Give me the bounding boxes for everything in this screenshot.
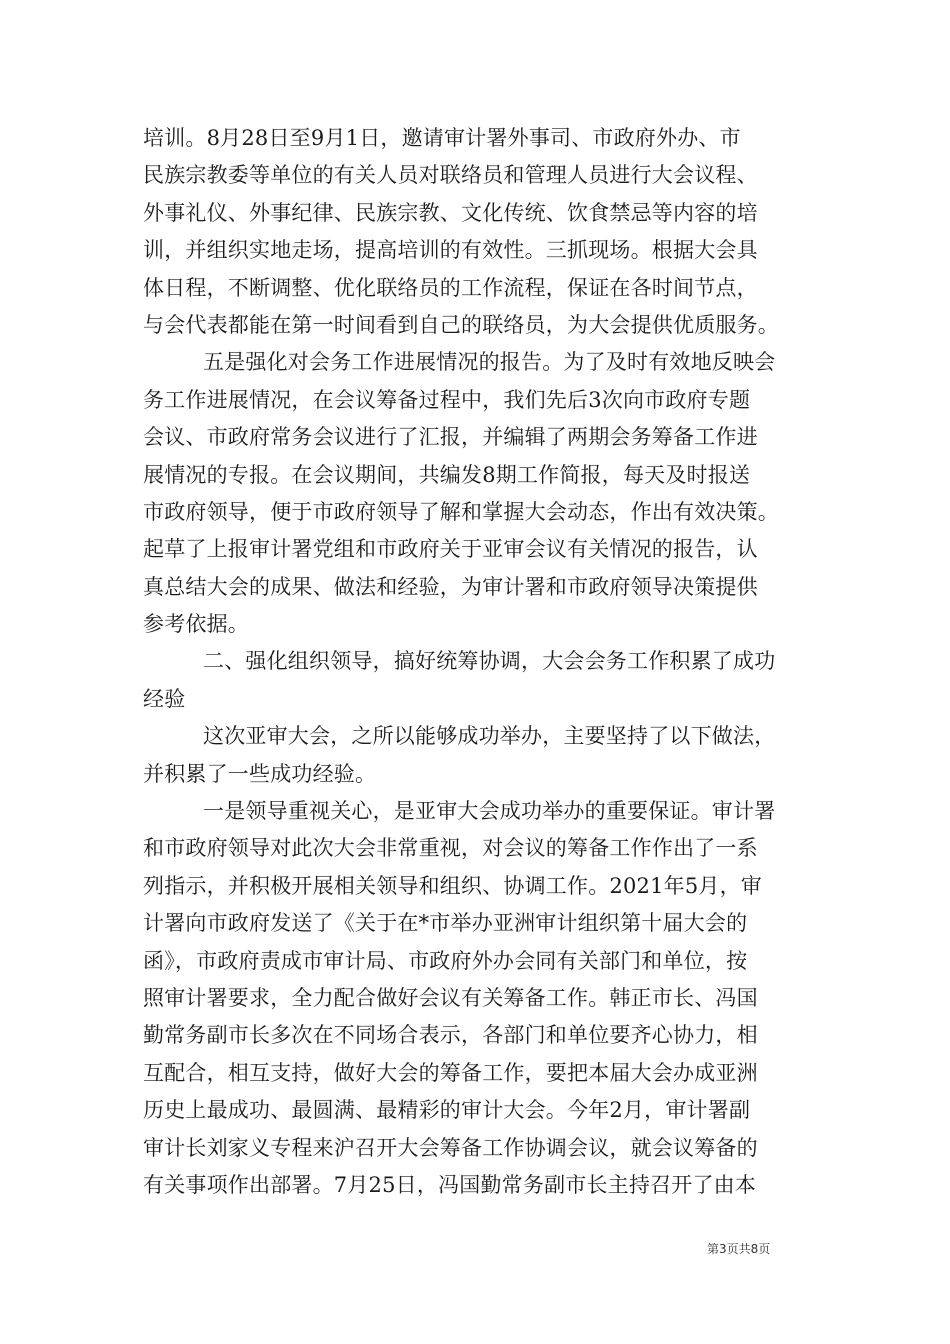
text-line: 和市政府领导对此次大会非常重视，对会议的筹备工作作出了一系 (143, 836, 758, 861)
text-line: 经验 (143, 686, 186, 711)
text-line: 审计长刘家义专程来沪召开大会筹备工作协调会议，就会议筹备的 (143, 1135, 758, 1160)
text-line: 务工作进展情况，在会议筹备过程中，我们先后3次向市政府专题 (143, 387, 751, 412)
text-line: 这次亚审大会，之所以能够成功举办，主要坚持了以下做法， (203, 724, 776, 749)
text-line: 体日程，不断调整、优化联络员的工作流程，保证在各时间节点， (143, 275, 758, 300)
text-line: 真总结大会的成果、做法和经验，为审计署和市政府领导决策提供 (143, 574, 758, 599)
text-line: 五是强化对会务工作进展情况的报告。为了及时有效地反映会 (203, 350, 776, 375)
text-line: 照审计署要求，全力配合做好会议有关筹备工作。韩正市长、冯国 (143, 985, 758, 1010)
text-line: 一是领导重视关心，是亚审大会成功举办的重要保证。审计署 (203, 799, 776, 824)
page-number: 第3页共8页 (707, 1242, 771, 1256)
text-line: 互配合，相互支持，做好大会的筹备工作，要把本届大会办成亚洲 (143, 1060, 758, 1085)
text-line: 函》，市政府责成市审计局、市政府外办会同有关部门和单位，按 (143, 948, 748, 973)
text-line: 会议、市政府常务会议进行了汇报，并编辑了两期会务筹备工作进 (143, 425, 758, 450)
text-line: 计署向市政府发送了《关于在*市举办亚洲审计组织第十届大会的 (143, 911, 748, 936)
text-line: 二、强化组织领导，搞好统筹协调，大会会务工作积累了成功 (203, 649, 776, 674)
text-line: 勤常务副市长多次在不同场合表示，各部门和单位要齐心协力，相 (143, 1023, 758, 1048)
text-line: 训，并组织实地走场，提高培训的有效性。三抓现场。根据大会具 (143, 238, 758, 263)
document-body (143, 120, 815, 1204)
text-line: 参考依据。 (143, 612, 249, 637)
text-line: 培训。8月28日至9月1日，邀请审计署外事司、市政府外办、市 (143, 126, 741, 150)
text-line: 历史上最成功、最圆满、最精彩的审计大会。今年2月，审计署副 (143, 1098, 751, 1123)
text-line: 市政府领导，便于市政府领导了解和掌握大会动态，作出有效决策。 (143, 499, 779, 524)
text-line: 列指示，并积极开展相关领导和组织、协调工作。2021年5月，审 (143, 873, 763, 898)
text-line: 民族宗教委等单位的有关人员对联络员和管理人员进行大会议程、 (143, 163, 758, 188)
text-line: 与会代表都能在第一时间看到自己的联络员，为大会提供优质服务。 (143, 312, 779, 337)
text-line: 展情况的专报。在会议期间，共编发8期工作简报，每天及时报送 (143, 462, 751, 487)
text-line: 有关事项作出部署。7月25日，冯国勤常务副市长主持召开了由本 (143, 1172, 757, 1197)
text-line: 起草了上报审计署党组和市政府关于亚审会议有关情况的报告，认 (143, 537, 758, 562)
text-line: 并积累了一些成功经验。 (143, 761, 377, 786)
text-line: 外事礼仪、外事纪律、民族宗教、文化传统、饮食禁忌等内容的培 (143, 200, 758, 225)
